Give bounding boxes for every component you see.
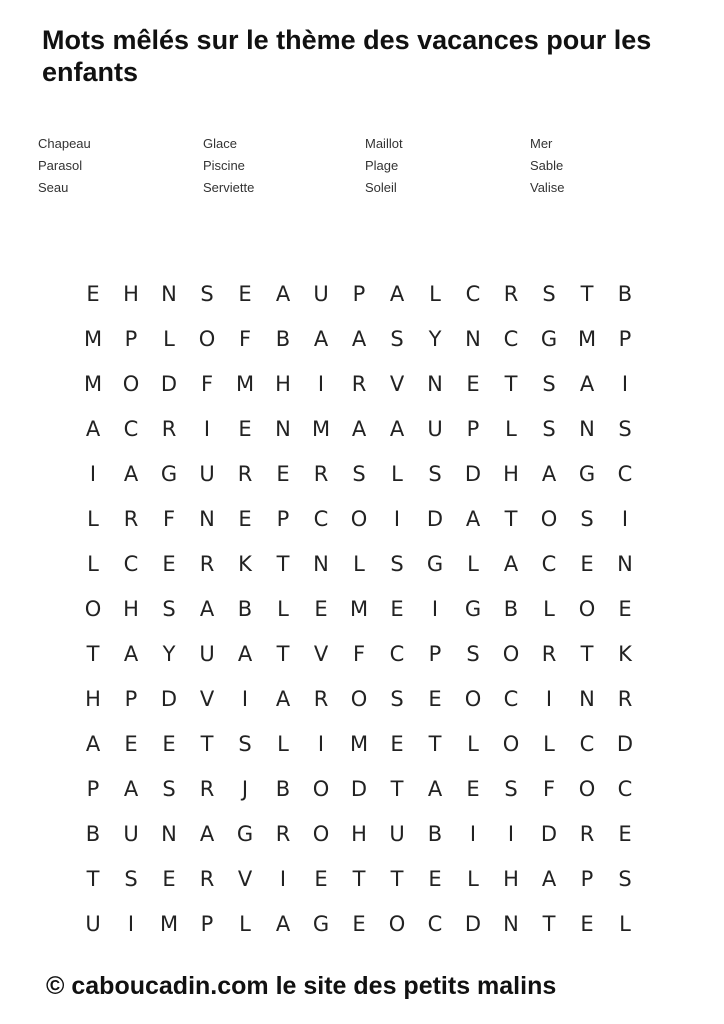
- grid-cell[interactable]: S: [352, 461, 366, 486]
- grid-cell[interactable]: D: [350, 776, 368, 801]
- grid-cell[interactable]: T: [580, 641, 594, 666]
- grid-cell[interactable]: R: [199, 776, 215, 801]
- grid-cell[interactable]: C: [123, 551, 139, 576]
- word-list: [38, 135, 698, 197]
- grid-cell[interactable]: C: [617, 461, 633, 486]
- grid-cell[interactable]: L: [619, 911, 631, 936]
- grid-cell[interactable]: N: [579, 416, 595, 441]
- grid-cell[interactable]: N: [465, 326, 481, 351]
- grid-cell[interactable]: B: [427, 821, 443, 846]
- grid-cell[interactable]: M: [83, 326, 103, 351]
- grid-cell[interactable]: T: [86, 866, 100, 891]
- grid-row: [74, 271, 644, 316]
- grid-cell[interactable]: N: [617, 551, 633, 576]
- word-item: Sable: [530, 158, 564, 173]
- grid-cell[interactable]: D: [160, 686, 178, 711]
- grid-cell[interactable]: B: [503, 596, 519, 621]
- grid-cell[interactable]: E: [124, 731, 138, 756]
- grid-cell[interactable]: T: [428, 731, 442, 756]
- grid-row: [74, 766, 644, 811]
- grid-row: [74, 811, 644, 856]
- grid-cell[interactable]: E: [238, 506, 252, 531]
- grid-cell[interactable]: A: [199, 821, 215, 846]
- grid-cell[interactable]: I: [317, 731, 325, 756]
- grid-cell[interactable]: G: [236, 821, 254, 846]
- grid-cell[interactable]: O: [312, 776, 330, 801]
- word-item: Plage: [365, 158, 399, 173]
- grid-cell[interactable]: L: [543, 731, 555, 756]
- grid-cell[interactable]: T: [276, 551, 290, 576]
- grid-cell[interactable]: S: [162, 596, 176, 621]
- grid-cell[interactable]: T: [200, 731, 214, 756]
- grid-cell[interactable]: L: [467, 551, 479, 576]
- grid-cell[interactable]: B: [275, 326, 291, 351]
- grid-cell[interactable]: I: [469, 821, 477, 846]
- grid-cell[interactable]: M: [83, 371, 103, 396]
- grid-cell[interactable]: M: [235, 371, 255, 396]
- grid-cell[interactable]: H: [123, 281, 139, 306]
- grid-cell[interactable]: U: [199, 461, 215, 486]
- grid-cell[interactable]: V: [237, 866, 253, 891]
- grid-cell[interactable]: E: [390, 596, 404, 621]
- grid-cell[interactable]: T: [542, 911, 556, 936]
- grid-cell[interactable]: E: [86, 281, 100, 306]
- grid-cell[interactable]: U: [199, 641, 215, 666]
- grid-cell[interactable]: A: [389, 416, 405, 441]
- grid-cell[interactable]: U: [389, 821, 405, 846]
- grid-cell[interactable]: N: [427, 371, 443, 396]
- grid-cell[interactable]: P: [124, 326, 138, 351]
- grid-cell[interactable]: O: [464, 686, 482, 711]
- grid-cell[interactable]: R: [541, 641, 557, 666]
- grid-cell[interactable]: E: [162, 731, 176, 756]
- grid-cell[interactable]: T: [86, 641, 100, 666]
- grid-cell[interactable]: M: [349, 596, 369, 621]
- grid-cell[interactable]: I: [279, 866, 287, 891]
- grid-row: [74, 901, 644, 946]
- grid-cell[interactable]: T: [276, 641, 290, 666]
- grid-cell[interactable]: O: [84, 596, 102, 621]
- grid-cell[interactable]: H: [123, 596, 139, 621]
- grid-cell[interactable]: I: [507, 821, 515, 846]
- grid-cell[interactable]: C: [579, 731, 595, 756]
- grid-cell[interactable]: G: [160, 461, 178, 486]
- grid-cell[interactable]: S: [618, 866, 632, 891]
- grid-cell[interactable]: E: [352, 911, 366, 936]
- word-item: Seau: [38, 180, 69, 195]
- word-item: Glace: [203, 136, 237, 151]
- grid-cell[interactable]: L: [353, 551, 365, 576]
- grid-cell[interactable]: F: [238, 326, 252, 351]
- grid-cell[interactable]: S: [390, 326, 404, 351]
- grid-cell[interactable]: I: [89, 461, 97, 486]
- grid-cell[interactable]: F: [162, 506, 176, 531]
- grid-cell[interactable]: M: [577, 326, 597, 351]
- grid-cell[interactable]: F: [352, 641, 366, 666]
- grid-cell[interactable]: R: [313, 461, 329, 486]
- grid-cell[interactable]: U: [85, 911, 101, 936]
- grid-cell[interactable]: J: [241, 776, 249, 801]
- grid-cell[interactable]: D: [464, 911, 482, 936]
- grid-cell[interactable]: Y: [428, 326, 442, 351]
- grid-cell[interactable]: R: [237, 461, 253, 486]
- grid-cell[interactable]: P: [86, 776, 100, 801]
- grid-cell[interactable]: T: [352, 866, 366, 891]
- grid-cell[interactable]: A: [351, 416, 367, 441]
- grid-cell[interactable]: H: [503, 461, 519, 486]
- grid-cell[interactable]: A: [427, 776, 443, 801]
- grid-cell[interactable]: S: [124, 866, 138, 891]
- grid-cell[interactable]: G: [540, 326, 558, 351]
- grid-cell[interactable]: L: [429, 281, 441, 306]
- grid-cell[interactable]: S: [428, 461, 442, 486]
- grid-cell[interactable]: B: [85, 821, 101, 846]
- grid-cell[interactable]: U: [427, 416, 443, 441]
- word-item: Maillot: [365, 136, 403, 151]
- grid-cell[interactable]: O: [198, 326, 216, 351]
- grid-cell[interactable]: O: [578, 776, 596, 801]
- grid-cell[interactable]: L: [277, 731, 289, 756]
- grid-cell[interactable]: O: [350, 686, 368, 711]
- grid-cell[interactable]: A: [389, 281, 405, 306]
- grid-cell[interactable]: A: [199, 596, 215, 621]
- grid-cell[interactable]: O: [122, 371, 140, 396]
- grid-row: [74, 406, 644, 451]
- word-item: Soleil: [365, 180, 397, 195]
- grid-cell[interactable]: G: [464, 596, 482, 621]
- grid-cell[interactable]: M: [349, 731, 369, 756]
- grid-cell[interactable]: S: [200, 281, 214, 306]
- grid-cell[interactable]: A: [85, 731, 101, 756]
- grid-cell[interactable]: A: [351, 326, 367, 351]
- grid-cell[interactable]: K: [238, 551, 252, 576]
- grid-cell[interactable]: R: [503, 281, 519, 306]
- grid-cell[interactable]: E: [428, 866, 442, 891]
- grid-cell[interactable]: E: [276, 461, 290, 486]
- grid-cell[interactable]: S: [618, 416, 632, 441]
- grid-cell[interactable]: C: [123, 416, 139, 441]
- grid-cell[interactable]: T: [504, 371, 518, 396]
- grid-row: [74, 451, 644, 496]
- grid-cell[interactable]: U: [313, 281, 329, 306]
- grid-cell[interactable]: K: [618, 641, 632, 666]
- grid-cell[interactable]: E: [466, 776, 480, 801]
- grid-cell[interactable]: I: [431, 596, 439, 621]
- grid-cell[interactable]: A: [275, 911, 291, 936]
- grid-cell[interactable]: R: [199, 866, 215, 891]
- grid-cell[interactable]: E: [162, 866, 176, 891]
- grid-cell[interactable]: R: [199, 551, 215, 576]
- grid-row: [74, 586, 644, 631]
- grid-row: [74, 316, 644, 361]
- grid-cell[interactable]: H: [351, 821, 367, 846]
- grid-cell[interactable]: D: [160, 371, 178, 396]
- grid-cell[interactable]: I: [621, 506, 629, 531]
- grid-cell[interactable]: O: [502, 641, 520, 666]
- grid-cell[interactable]: G: [312, 911, 330, 936]
- grid-cell[interactable]: S: [238, 731, 252, 756]
- grid-cell[interactable]: S: [466, 641, 480, 666]
- grid-cell[interactable]: D: [426, 506, 444, 531]
- grid-row: [74, 541, 644, 586]
- grid-cell[interactable]: E: [238, 281, 252, 306]
- grid-cell[interactable]: I: [241, 686, 249, 711]
- grid-cell[interactable]: I: [203, 416, 211, 441]
- grid-cell[interactable]: A: [541, 866, 557, 891]
- grid-cell[interactable]: R: [161, 416, 177, 441]
- grid-cell[interactable]: D: [464, 461, 482, 486]
- grid-cell[interactable]: L: [467, 866, 479, 891]
- grid-cell[interactable]: L: [277, 596, 289, 621]
- grid-cell[interactable]: C: [427, 911, 443, 936]
- grid-cell[interactable]: E: [162, 551, 176, 576]
- grid-cell[interactable]: N: [503, 911, 519, 936]
- grid-cell[interactable]: C: [503, 326, 519, 351]
- grid-cell[interactable]: V: [199, 686, 215, 711]
- grid-cell[interactable]: O: [350, 506, 368, 531]
- grid-cell[interactable]: A: [579, 371, 595, 396]
- grid-cell[interactable]: B: [237, 596, 253, 621]
- grid-row: [74, 676, 644, 721]
- grid-cell[interactable]: E: [428, 686, 442, 711]
- word-item: Piscine: [203, 158, 245, 173]
- grid-cell[interactable]: A: [123, 461, 139, 486]
- grid-cell[interactable]: A: [123, 641, 139, 666]
- grid-cell[interactable]: R: [617, 686, 633, 711]
- grid-cell[interactable]: V: [313, 641, 329, 666]
- grid-cell[interactable]: O: [388, 911, 406, 936]
- grid-cell[interactable]: R: [579, 821, 595, 846]
- grid-cell[interactable]: N: [199, 506, 215, 531]
- grid-cell[interactable]: S: [580, 506, 594, 531]
- grid-cell[interactable]: U: [123, 821, 139, 846]
- grid-cell[interactable]: L: [163, 326, 175, 351]
- grid-cell[interactable]: L: [505, 416, 517, 441]
- grid-cell[interactable]: E: [314, 596, 328, 621]
- grid-cell[interactable]: L: [467, 731, 479, 756]
- grid-cell[interactable]: S: [390, 551, 404, 576]
- grid-cell[interactable]: S: [162, 776, 176, 801]
- grid-cell[interactable]: N: [313, 551, 329, 576]
- grid-cell[interactable]: T: [504, 506, 518, 531]
- grid-cell[interactable]: P: [580, 866, 594, 891]
- grid-cell[interactable]: M: [311, 416, 331, 441]
- grid-cell[interactable]: L: [543, 596, 555, 621]
- grid-cell[interactable]: M: [159, 911, 179, 936]
- grid-cell[interactable]: R: [123, 506, 139, 531]
- page-title: Mots mêlés sur le thème des vacances pour les enfants: [42, 25, 652, 87]
- grid-cell[interactable]: C: [541, 551, 557, 576]
- grid-cell[interactable]: T: [390, 866, 404, 891]
- grid-cell[interactable]: T: [390, 776, 404, 801]
- word-item: Mer: [530, 136, 553, 151]
- grid-cell[interactable]: A: [237, 641, 253, 666]
- grid-cell[interactable]: V: [389, 371, 405, 396]
- word-item: Parasol: [38, 158, 83, 173]
- grid-cell[interactable]: A: [85, 416, 101, 441]
- grid-cell[interactable]: N: [161, 821, 177, 846]
- grid-cell[interactable]: E: [580, 551, 594, 576]
- grid-cell[interactable]: G: [578, 461, 596, 486]
- grid-cell[interactable]: O: [312, 821, 330, 846]
- grid-cell[interactable]: D: [616, 731, 634, 756]
- grid-cell[interactable]: N: [275, 416, 291, 441]
- grid-cell[interactable]: E: [618, 821, 632, 846]
- grid-cell[interactable]: E: [238, 416, 252, 441]
- grid-cell[interactable]: S: [542, 371, 556, 396]
- grid-cell[interactable]: O: [502, 731, 520, 756]
- grid-cell[interactable]: S: [542, 416, 556, 441]
- grid-cell[interactable]: Y: [162, 641, 176, 666]
- grid-cell[interactable]: I: [545, 686, 553, 711]
- grid-cell[interactable]: T: [580, 281, 594, 306]
- grid-cell[interactable]: E: [390, 731, 404, 756]
- grid-cell[interactable]: A: [313, 326, 329, 351]
- grid-cell[interactable]: F: [542, 776, 556, 801]
- grid-cell[interactable]: O: [540, 506, 558, 531]
- grid-cell[interactable]: P: [466, 416, 480, 441]
- grid-cell[interactable]: R: [313, 686, 329, 711]
- grid-cell[interactable]: P: [352, 281, 366, 306]
- grid-cell[interactable]: L: [391, 461, 403, 486]
- grid-cell[interactable]: R: [351, 371, 367, 396]
- grid-row: [74, 631, 644, 676]
- grid-cell[interactable]: L: [87, 506, 99, 531]
- grid-cell[interactable]: H: [503, 866, 519, 891]
- grid-cell[interactable]: F: [200, 371, 214, 396]
- grid-cell[interactable]: N: [161, 281, 177, 306]
- grid-cell[interactable]: P: [276, 506, 290, 531]
- grid-cell[interactable]: C: [465, 281, 481, 306]
- grid-cell[interactable]: P: [200, 911, 214, 936]
- grid-cell[interactable]: I: [127, 911, 135, 936]
- grid-cell[interactable]: H: [275, 371, 291, 396]
- grid-cell[interactable]: A: [465, 506, 481, 531]
- grid-cell[interactable]: A: [275, 686, 291, 711]
- grid-cell[interactable]: A: [123, 776, 139, 801]
- grid-cell[interactable]: S: [504, 776, 518, 801]
- grid-cell[interactable]: A: [275, 281, 291, 306]
- grid-cell[interactable]: C: [503, 686, 519, 711]
- grid-cell[interactable]: G: [426, 551, 444, 576]
- grid-cell[interactable]: D: [540, 821, 558, 846]
- grid-cell[interactable]: R: [275, 821, 291, 846]
- grid-cell[interactable]: H: [85, 686, 101, 711]
- grid-cell[interactable]: L: [239, 911, 251, 936]
- grid-cell[interactable]: C: [389, 641, 405, 666]
- grid-cell[interactable]: P: [428, 641, 442, 666]
- grid-cell[interactable]: A: [503, 551, 519, 576]
- grid-cell[interactable]: E: [466, 371, 480, 396]
- grid-cell[interactable]: E: [314, 866, 328, 891]
- grid-cell[interactable]: O: [578, 596, 596, 621]
- grid-row: [74, 361, 644, 406]
- grid-cell[interactable]: E: [580, 911, 594, 936]
- grid-cell[interactable]: S: [542, 281, 556, 306]
- grid-cell[interactable]: B: [275, 776, 291, 801]
- grid-cell[interactable]: I: [317, 371, 325, 396]
- grid-cell[interactable]: L: [87, 551, 99, 576]
- grid-cell[interactable]: I: [393, 506, 401, 531]
- word-item: Chapeau: [38, 136, 91, 151]
- footer-credit: © caboucadin.com le site des petits malins: [46, 972, 557, 1000]
- grid-cell[interactable]: E: [618, 596, 632, 621]
- grid-cell[interactable]: N: [579, 686, 595, 711]
- grid-cell[interactable]: P: [124, 686, 138, 711]
- grid-cell[interactable]: I: [621, 371, 629, 396]
- word-search-grid: [74, 271, 644, 946]
- grid-cell[interactable]: C: [313, 506, 329, 531]
- grid-cell[interactable]: P: [618, 326, 632, 351]
- grid-row: [74, 496, 644, 541]
- grid-row: [74, 856, 644, 901]
- word-item: Valise: [530, 180, 565, 195]
- word-item: Serviette: [203, 180, 255, 195]
- grid-cell[interactable]: A: [541, 461, 557, 486]
- grid-cell[interactable]: C: [617, 776, 633, 801]
- grid-row: [74, 721, 644, 766]
- grid-cell[interactable]: B: [617, 281, 633, 306]
- grid-cell[interactable]: S: [390, 686, 404, 711]
